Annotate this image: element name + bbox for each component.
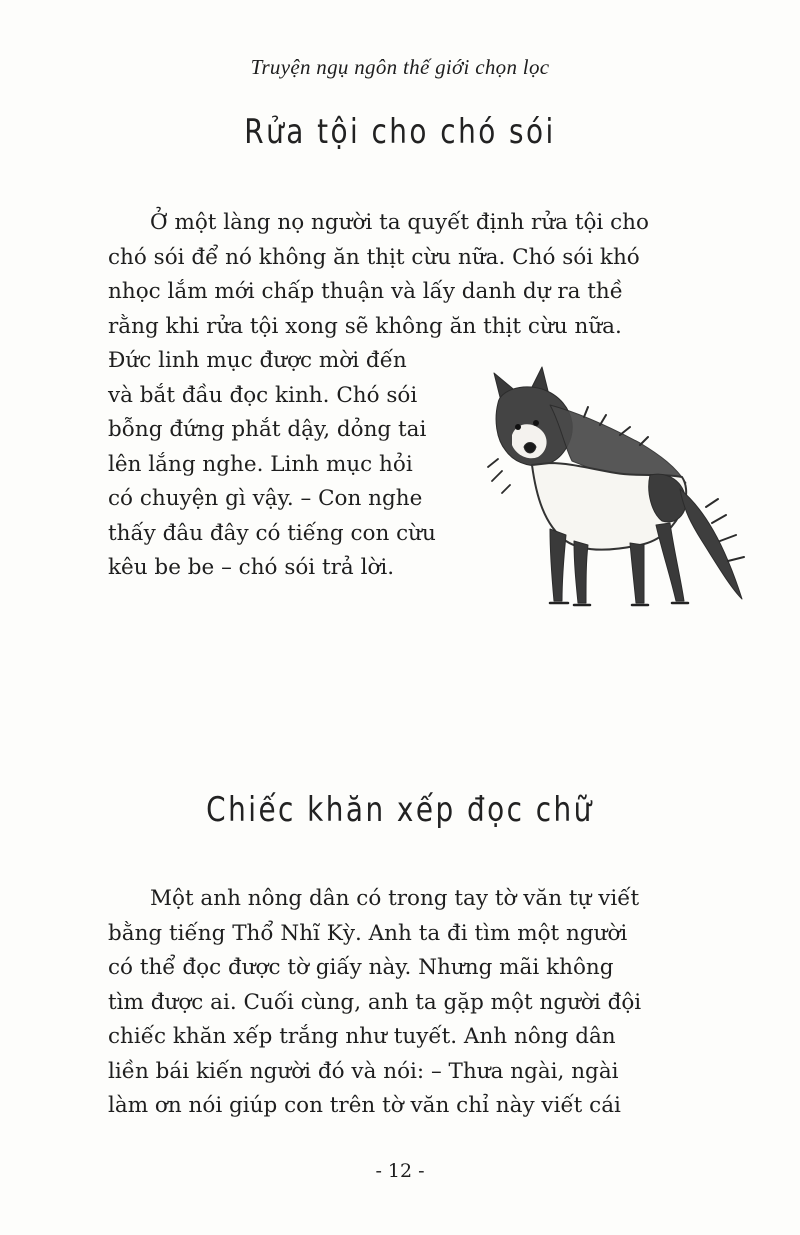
text-line: tìm được ai. Cuối cùng, anh ta gặp một người đội xyxy=(108,989,642,1015)
text-line: và bắt đầu đọc kinh. Chó sói xyxy=(108,382,418,408)
text-line: rằng khi rửa tội xong sẽ không ăn thịt cừu nữa. xyxy=(108,313,622,339)
story-title-1: Rửa tội cho chó sói xyxy=(244,112,556,152)
story-2-paragraph xyxy=(108,882,698,1124)
wolf-eye-left xyxy=(515,424,521,430)
wolf-eye-right xyxy=(533,420,539,426)
wolf-nose xyxy=(524,443,536,454)
text-line: có chuyện gì vậy. – Con nghe xyxy=(108,486,423,511)
wolf-back-leg-right xyxy=(656,523,684,601)
text-line: kêu be be – chó sói trả lời. xyxy=(108,555,395,580)
page-number: - 12 - xyxy=(375,1160,425,1182)
text-line: nhọc lắm mới chấp thuận và lấy danh dự ra thề xyxy=(108,279,623,304)
wolf-front-leg-right xyxy=(574,541,588,603)
text-line: liền bái kiến người đó và nói: – Thưa ngài, ngài xyxy=(108,1058,619,1084)
text-line: lên lắng nghe. Linh mục hỏi xyxy=(108,451,413,477)
text-line: bằng tiếng Thổ Nhĩ Kỳ. Anh ta đi tìm một người xyxy=(108,920,628,946)
text-line: chiếc khăn xếp trắng như tuyết. Anh nông dân xyxy=(108,1024,616,1049)
text-line: thấy đâu đây có tiếng con cừu xyxy=(108,520,436,546)
text-line: chó sói để nó không ăn thịt cừu nữa. Chó sói khó xyxy=(108,244,640,270)
text-line: Ở một làng nọ người ta quyết định rửa tội cho xyxy=(150,210,649,235)
text-line: Đức linh mục được mời đến xyxy=(108,348,407,373)
wolf-back-leg-left xyxy=(630,543,644,603)
text-line: có thể đọc được tờ giấy này. Nhưng mãi không xyxy=(108,955,614,980)
wolf-front-leg-left xyxy=(550,529,566,601)
text-line: làm ơn nói giúp con trên tờ văn chỉ này viết cái xyxy=(108,1093,621,1118)
wolf-illustration xyxy=(480,365,755,615)
text-line: Một anh nông dân có trong tay tờ văn tự viết xyxy=(150,886,640,911)
text-line: bỗng đứng phắt dậy, dỏng tai xyxy=(108,417,427,442)
story-title-2: Chiếc khăn xếp đọc chữ xyxy=(206,790,594,830)
running-header: Truyện ngụ ngôn thế giới chọn lọc xyxy=(250,55,550,79)
wolf-tail xyxy=(680,489,742,599)
